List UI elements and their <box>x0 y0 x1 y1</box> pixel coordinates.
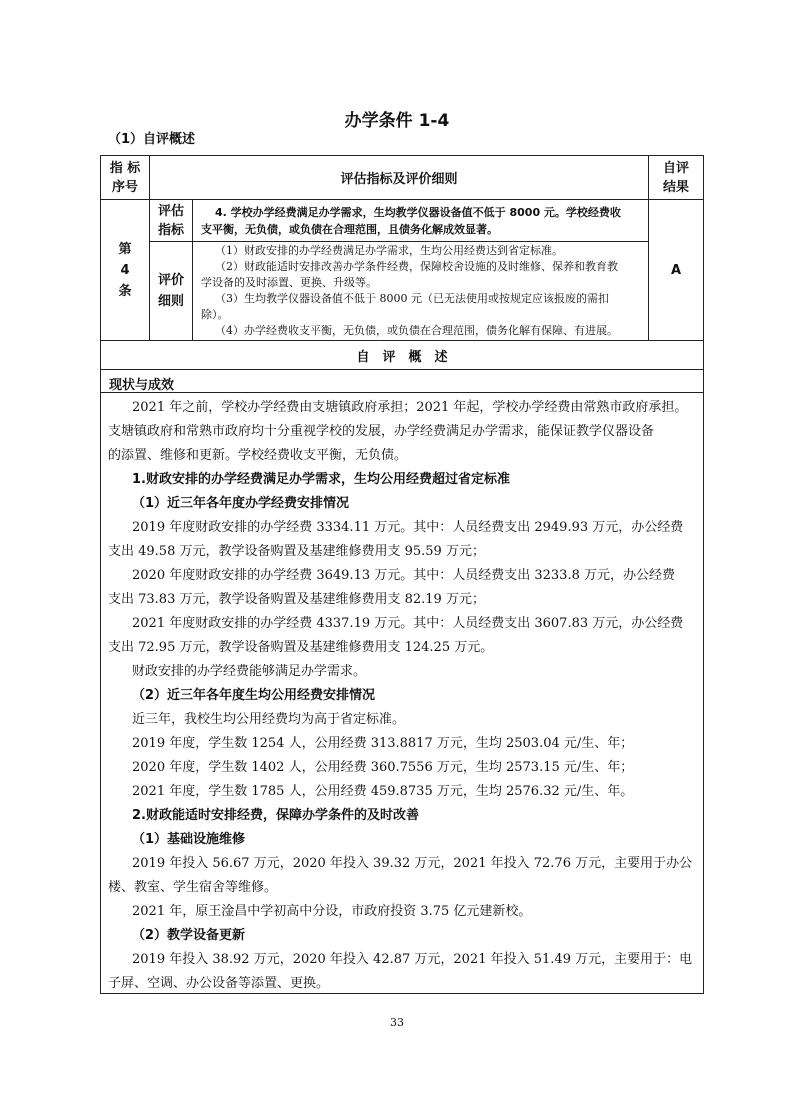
item-index-cell <box>100 199 150 341</box>
body-paragraph: 2020 年度，学生数 1402 人，公用经费 360.7556 万元，生均 2573.15 元/生、年； <box>132 760 634 775</box>
body-paragraph: 支塘镇政府和常熟市政府均十分重视学校的发展，办学经费满足办学需求，能保证教学仪器设备 <box>108 424 655 439</box>
indicator-label <box>149 199 193 242</box>
body-paragraph: 2019 年度，学生数 1254 人，公用经费 313.8817 万元，生均 2503.04 元/生、年； <box>132 736 634 751</box>
body-paragraph: 2021 年，原王淦昌中学初高中分设，市政府投资 3.75 亿元建新校。 <box>132 904 532 919</box>
detail-line: 除）。 <box>201 308 229 321</box>
overview-header: 自 评 概 述 <box>100 340 704 370</box>
detail-line: （2）财政能适时安排改善办学条件经费，保障校舍设施的及时维修、保养和教育教 <box>215 260 618 273</box>
indicator-text <box>192 199 649 242</box>
body-paragraph: 支出 72.95 万元，教学设备购置及基建维修费用支 124.25 万元。 <box>108 640 494 655</box>
detail-line: （1）财政安排的办学经费满足办学需求，生均公用经费达到省定标准。 <box>215 244 563 257</box>
body-paragraph: 近三年，我校生均公用经费均为高于省定标准。 <box>132 712 406 727</box>
page-title: 办学条件 1-4 <box>344 111 450 131</box>
body-paragraph: 财政安排的办学经费能够满足办学需求。 <box>132 664 367 679</box>
result-cell: A <box>648 199 704 341</box>
body-paragraph: 2019 年投入 56.67 万元，2020 年投入 39.32 万元，2021 年投入 72.76 万元，主要用于办公 <box>132 856 693 871</box>
detail-label <box>149 241 193 341</box>
body-subheading: （1）近三年各年度办学经费安排情况 <box>132 496 350 511</box>
status-header: 现状与成效 <box>100 369 704 393</box>
item-label-line1: 第 <box>118 241 132 257</box>
body-paragraph: 2021 年之前，学校办学经费由支塘镇政府承担；2021 年起，学校办学经费由常熟市政府承担。 <box>132 400 688 415</box>
detail-line: （3）生均教学仪器设备值不低于 8000 元（已无法使用或按规定应该报废的需扣 <box>215 292 609 305</box>
body-heading: 1.财政安排的办学经费满足办学需求，生均公用经费超过省定标准 <box>132 472 510 487</box>
col-result-header-line2: 结果 <box>662 179 689 195</box>
detail-label-line1: 评价 <box>157 273 184 288</box>
indicator-label-line2: 指标 <box>157 222 184 238</box>
body-paragraph: 2019 年投入 38.92 万元，2020 年投入 42.87 万元，2021 年投入 51.49 万元，主要用于：电 <box>132 952 693 967</box>
section-heading: （1）自评概述 <box>108 132 196 147</box>
col-index-header <box>100 155 150 200</box>
detail-line: 学设备的及时添置、更换、升级等。 <box>201 276 377 289</box>
page-number: 33 <box>390 1016 404 1029</box>
detail-line: （4）办学经费收支平衡，无负债，或负债在合理范围，债务化解有保障、有进展。 <box>215 324 618 337</box>
body-subheading: （2）教学设备更新 <box>132 928 246 943</box>
item-label-line3: 条 <box>118 283 132 299</box>
body-heading: 2.财政能适时安排经费，保障办学条件的及时改善 <box>132 808 419 823</box>
col-index-header-line1: 指 标 <box>109 160 141 176</box>
indicator-text-line2: 支平衡，无负债，或负债在合理范围，且债务化解成效显著。 <box>201 223 498 236</box>
body-paragraph: 2020 年度财政安排的办学经费 3649.13 万元。其中：人员经费支出 3233.8 万元，办公经费 <box>132 568 675 583</box>
body-paragraph: 2021 年度财政安排的办学经费 4337.19 万元。其中：人员经费支出 3607.83 万元，办公经费 <box>132 616 684 631</box>
body-subheading: （2）近三年各年度生均公用经费安排情况 <box>132 688 376 703</box>
body-paragraph: 子屏、空调、办公设备等添置、更换。 <box>108 976 330 991</box>
body-paragraph: 楼、教室、学生宿舍等维修。 <box>108 880 278 895</box>
body-subheading: （1）基础设施维修 <box>132 832 246 847</box>
body-paragraph: 支出 49.58 万元，教学设备购置及基建维修费用支 95.59 万元； <box>108 544 485 559</box>
indicator-label-line1: 评估 <box>157 203 184 219</box>
col-criteria-header: 评估指标及评价细则 <box>149 155 649 200</box>
detail-label-line2: 细则 <box>157 294 184 309</box>
body-paragraph: 的添置、维修和更新。学校经费收支平衡，无负债。 <box>108 448 408 463</box>
item-label-line2: 4 <box>120 262 130 278</box>
indicator-text-line1: 4. 学校办学经费满足办学需求，生均教学仪器设备值不低于 8000 元。学校经费收 <box>215 206 621 219</box>
col-result-header-line1: 自评 <box>662 160 689 176</box>
body-paragraph: 2021 年度，学生数 1785 人，公用经费 459.8735 万元，生均 2576.32 元/生、年。 <box>132 784 634 799</box>
col-index-header-line2: 序号 <box>111 179 138 195</box>
col-result-header <box>648 155 704 200</box>
body-paragraph: 2019 年度财政安排的办学经费 3334.11 万元。其中：人员经费支出 2949.93 万元，办公经费 <box>132 520 684 535</box>
detail-text <box>192 241 649 341</box>
body-paragraph: 支出 73.83 万元，教学设备购置及基建维修费用支 82.19 万元； <box>108 592 485 607</box>
